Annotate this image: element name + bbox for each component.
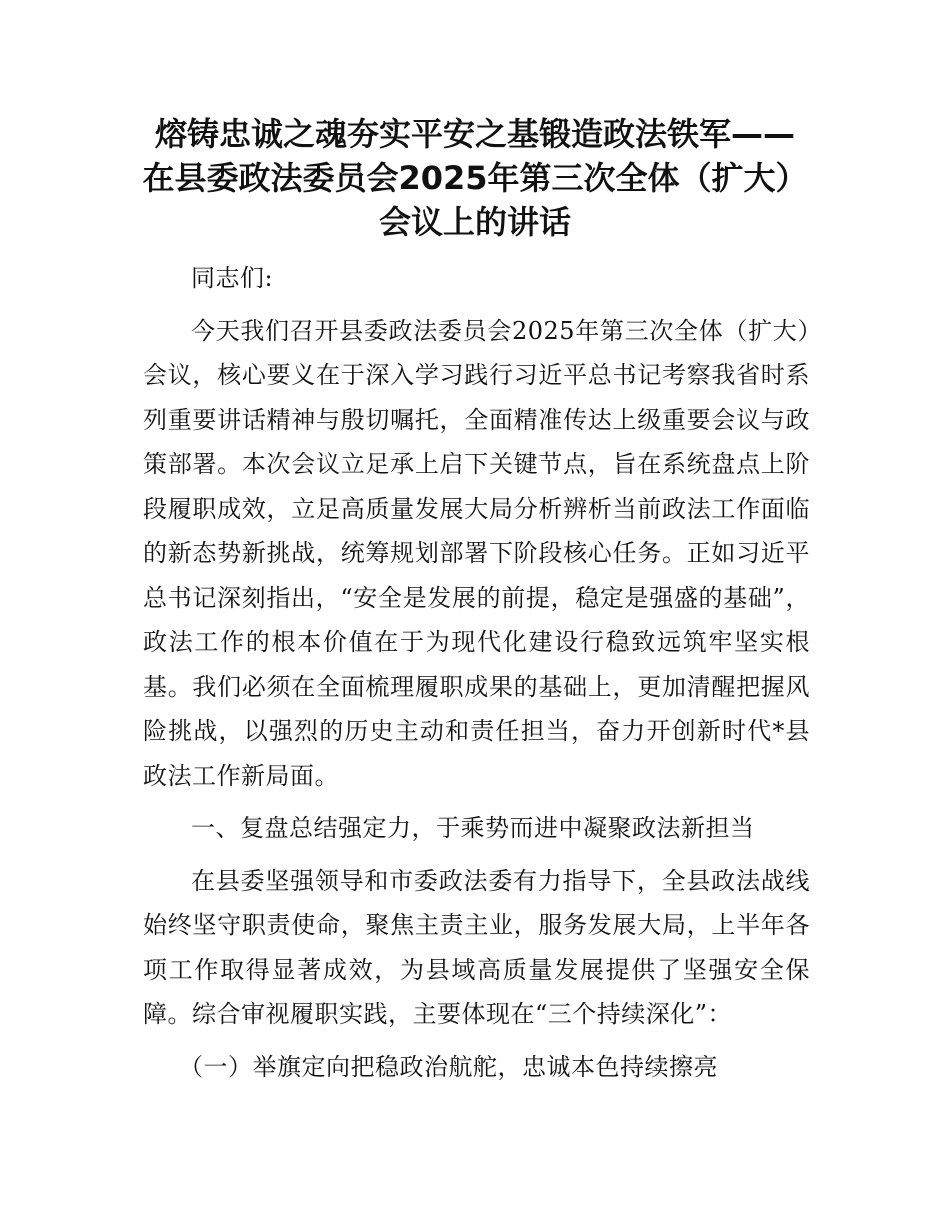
section-heading-1: 一、复盘总结强定力，于乘势而进中凝聚政法新担当 [191, 814, 755, 842]
title-line-2: 在县委政法委员会2025年第三次全体（扩大） [142, 159, 808, 197]
document-title [120, 112, 830, 244]
body-paragraph-section-1: 在县委坚强领导和市委政法委有力指导下，全县政法战线始终坚守职责使命，聚焦主责主业，服务发展大局，上半年各项工作取得显著成效，为县域高质量发展提供了坚强安全保障。综合审视履职实践，主要体现在“三个持续深化”： [143, 866, 810, 1028]
title-line-1: 熔铸忠诚之魂夯实平安之基锻造政法铁军—— [154, 115, 795, 153]
subsection-heading-1: （一）举旗定向把稳政治航舵，忠诚本色持续擦亮 [179, 1052, 718, 1081]
body-paragraph-intro: 今天我们召开县委政法委员会2025年第三次全体（扩大）会议，核心要义在于深入学习践行习近平总书记考察我省时系列重要讲话精神与殷切嘱托，全面精准传达上级重要会议与政策部署。本次会议立足承上启下关键节点，旨在系统盘点上阶段履职成效，立足高质量发展大局分析辨析当前政法工作面临的新态势新挑战，统筹规划部署下阶段核心任务。正如习近平总书记深刻指出，“安全是发展的前提，稳定是强盛的基础”，政法工作的根本价值在于为现代化建设行稳致远筑牢坚实根基。我们必须在全面梳理履职成果的基础上，更加清醒把握风险挑战，以强烈的历史主动和责任担当，奋力开创新时代*县政法工作新局面。 [143, 316, 810, 790]
title-line-3: 会议上的讲话 [378, 203, 571, 241]
document-body [143, 256, 810, 1089]
salutation: 同志们: [191, 264, 274, 292]
